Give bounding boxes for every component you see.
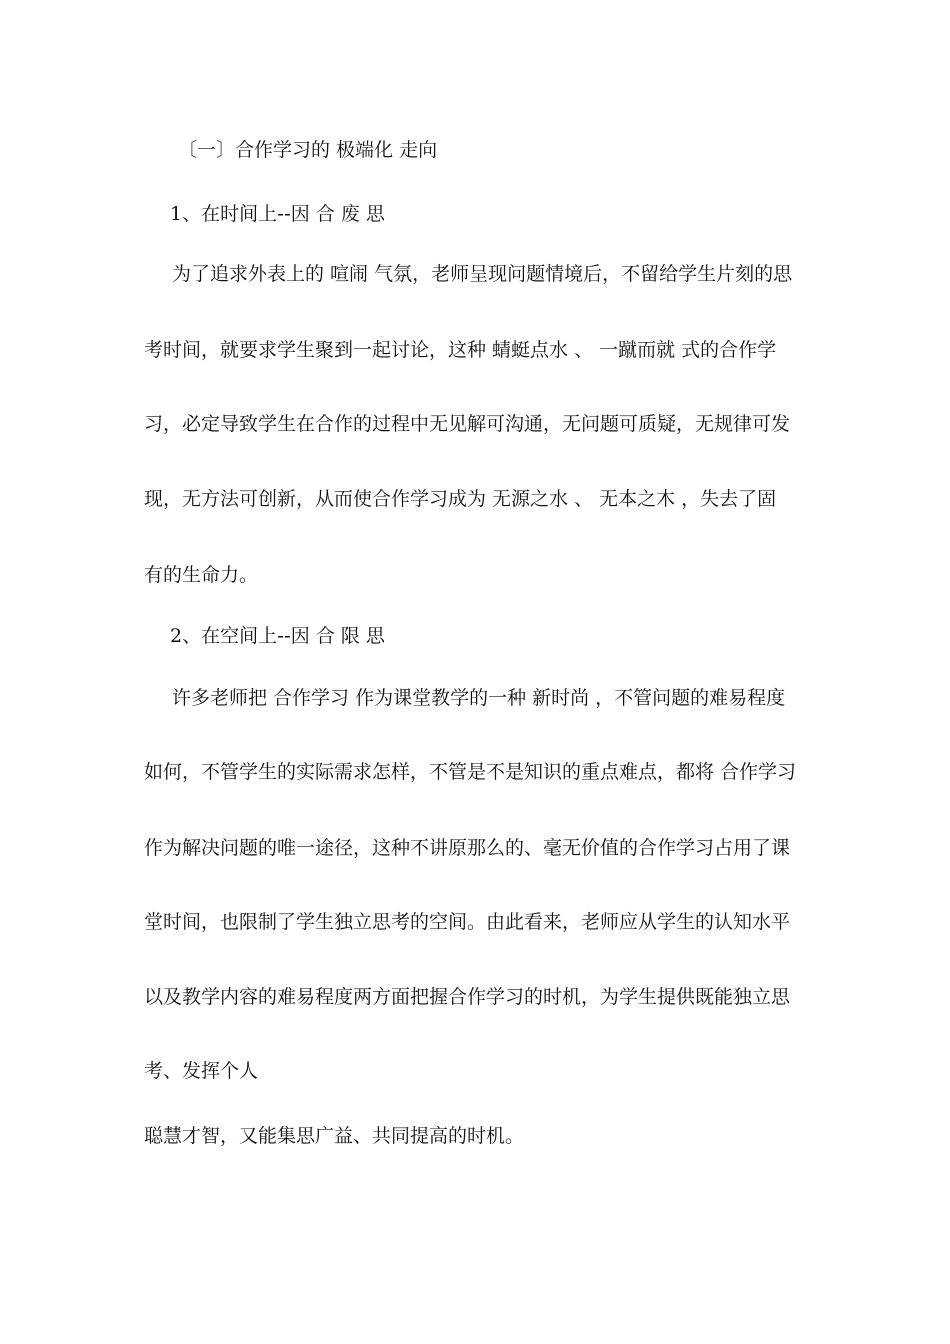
paragraph-line: 考、发挥个人 — [144, 1060, 259, 1082]
section1-title-number: 1 — [170, 203, 183, 225]
paragraph-line: 许多老师把 合作学习 作为课堂教学的一种 新时尚 ，不管问题的难易程度 — [172, 687, 786, 709]
paragraph-line: 有的生命力。 — [144, 564, 259, 586]
paragraph-line: 考时间，就要求学生聚到一起讨论，这种 蜻蜓点水 、 一蹴而就 式的合作学 — [144, 339, 777, 361]
paragraph-line: 现，无方法可创新，从而使合作学习成为 无源之水 、 无本之木 ，失去了固 — [144, 488, 777, 510]
section1-title — [170, 200, 385, 228]
section2-title-text: 、在空间上--因 合 限 思 — [182, 625, 385, 647]
paragraph-line: 以及教学内容的难易程度两方面把握合作学习的时机，为学生提供既能独立思 — [144, 986, 791, 1008]
paragraph-line: 习，必定导致学生在合作的过程中无见解可沟通，无问题可质疑，无规律可发 — [144, 413, 791, 435]
paragraph-line: 为了追求外表上的 喧闹 气氛，老师呈现问题情境后，不留给学生片刻的思 — [172, 263, 793, 285]
section1-title-text: 、在时间上--因 合 废 思 — [182, 203, 385, 225]
paragraph-line: 如何，不管学生的实际需求怎样，不管是不是知识的重点难点，都将 合作学习 — [144, 761, 797, 783]
section2-title — [170, 622, 385, 650]
paragraph-line: 作为解决问题的唯一途径，这种不讲原那么的、毫无价值的合作学习占用了课 — [144, 837, 791, 859]
section-heading: 〔一〕合作学习的 极端化 走向 — [178, 139, 438, 161]
paragraph-line: 聪慧才智，又能集思广益、共同提高的时机。 — [144, 1125, 525, 1147]
section2-title-number: 2 — [170, 625, 183, 647]
paragraph-line: 堂时间，也限制了学生独立思考的空间。由此看来，老师应从学生的认知水平 — [144, 911, 791, 933]
